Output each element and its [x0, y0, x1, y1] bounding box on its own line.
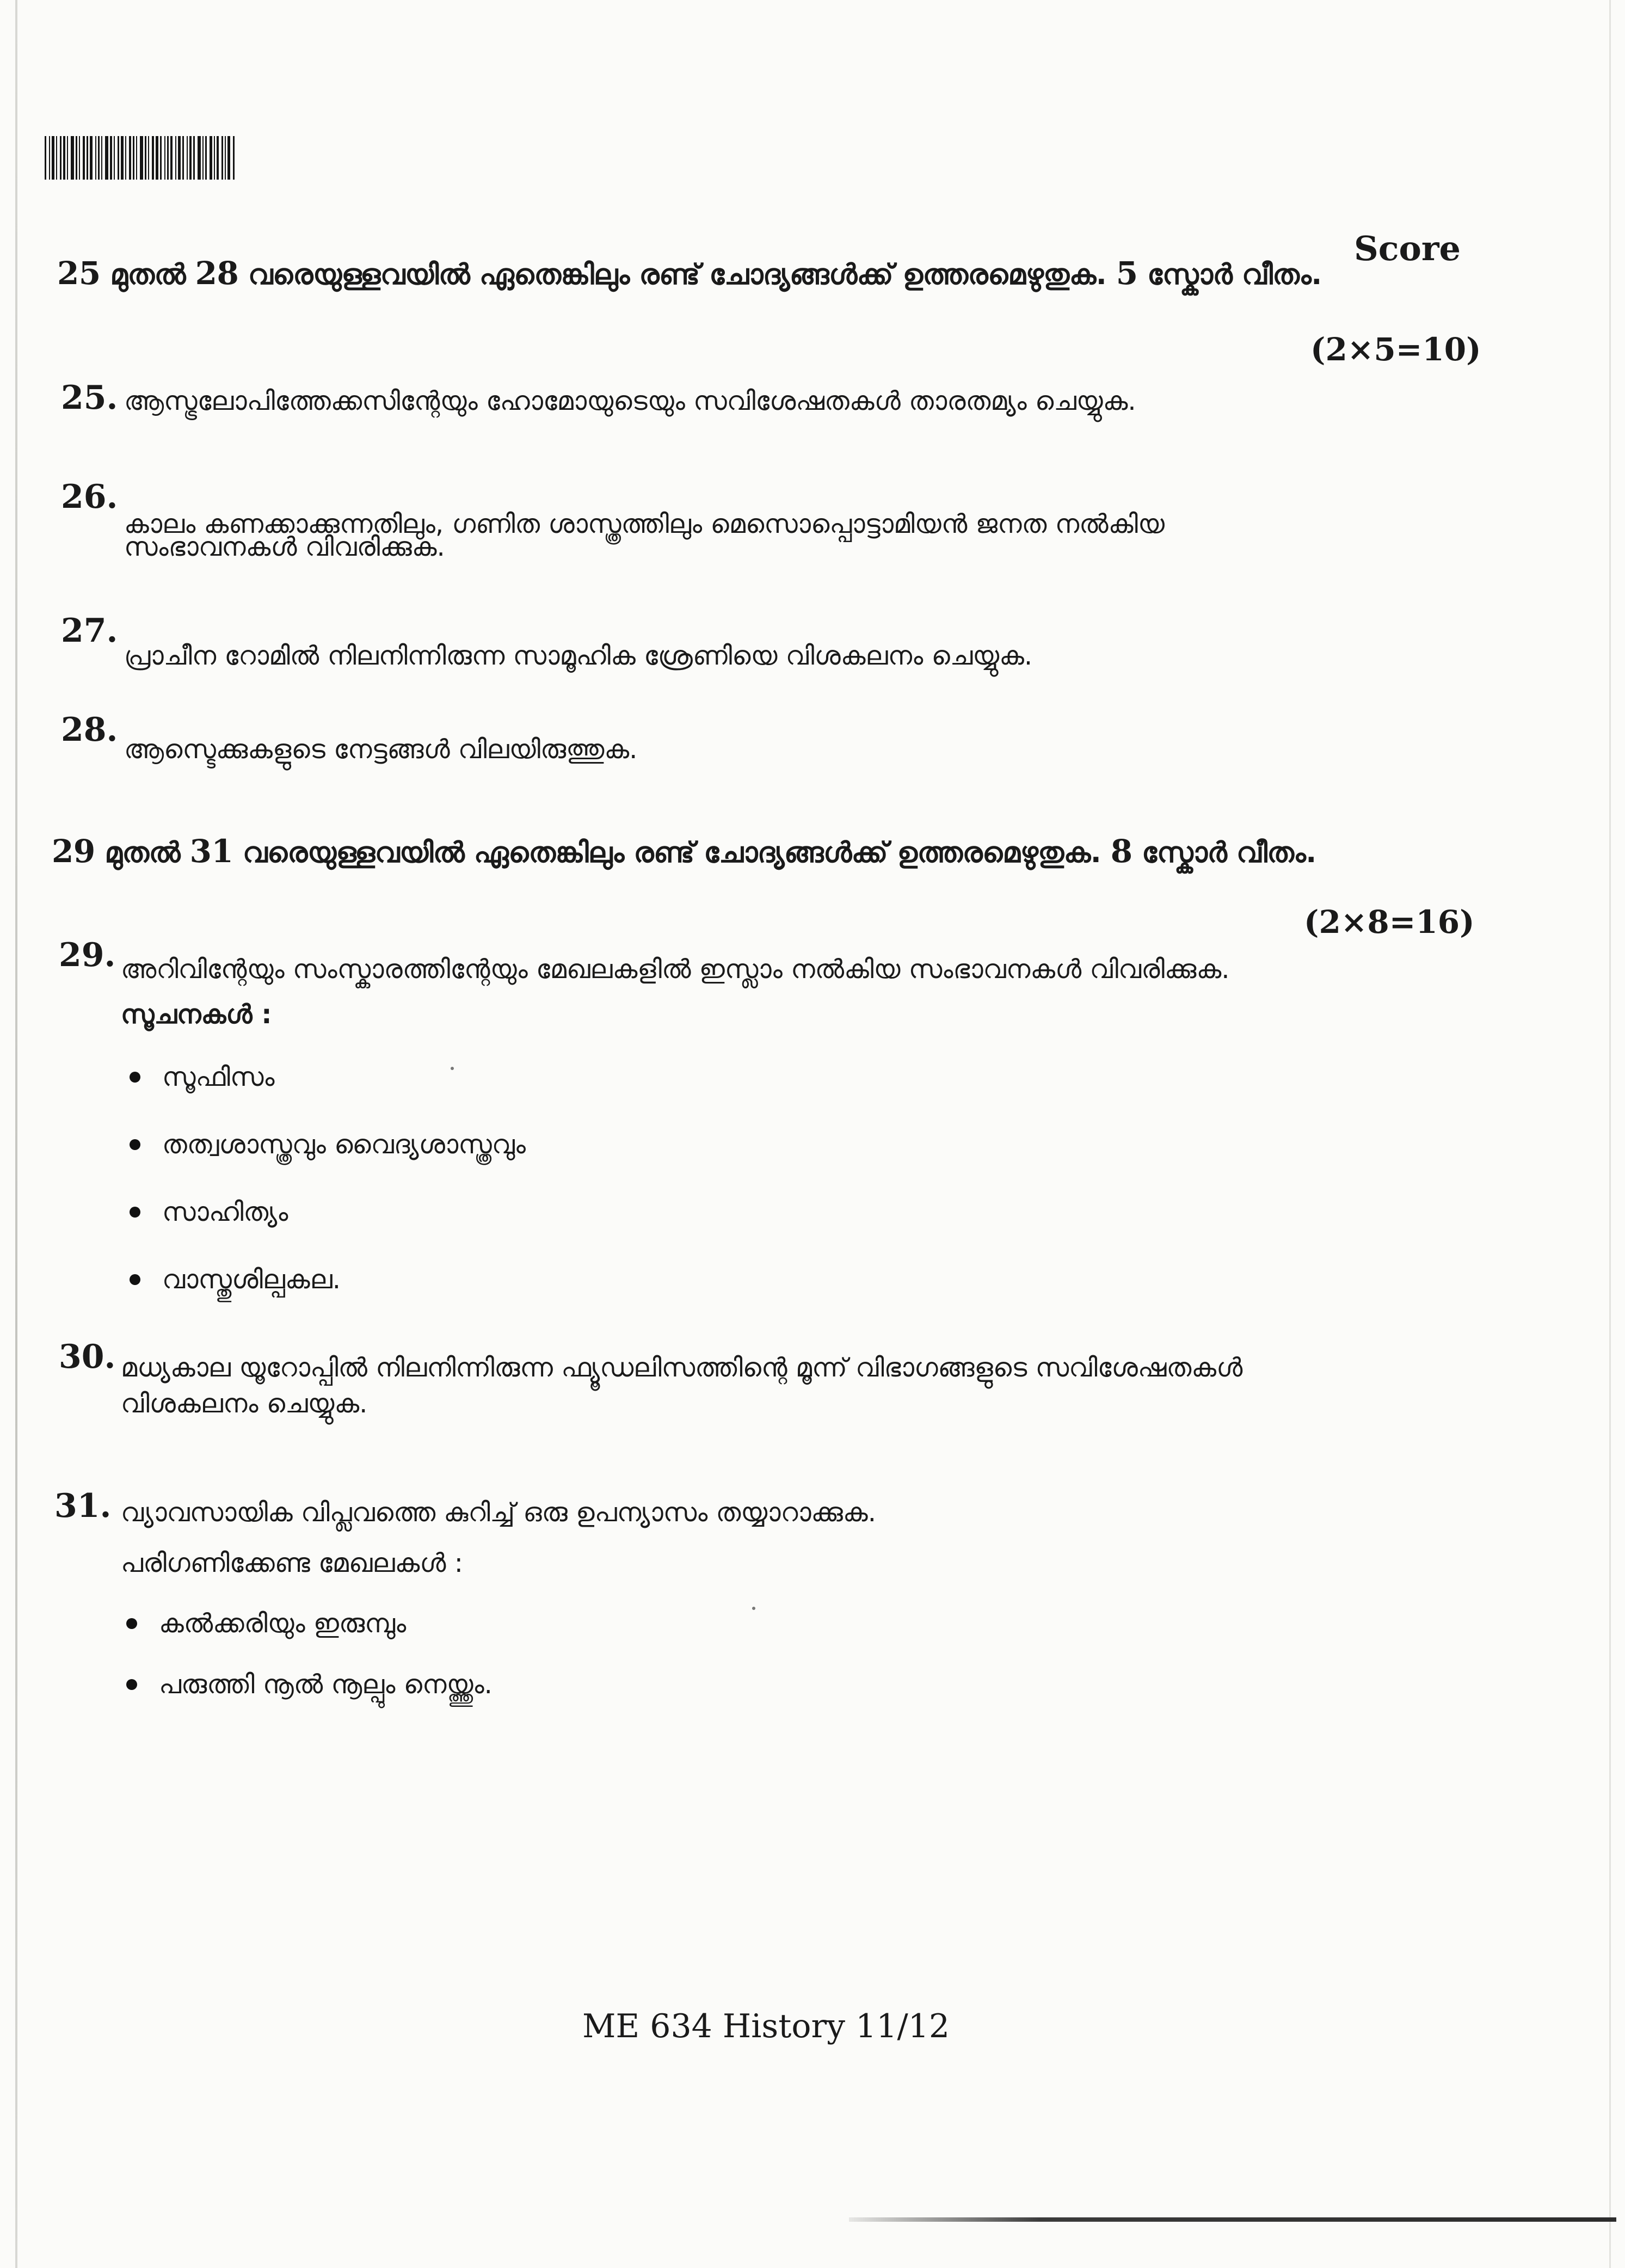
- hint-item: [130, 1194, 526, 1230]
- barcode-bar: [193, 136, 195, 180]
- instruction-score: 8: [1110, 833, 1132, 870]
- question-31-areas-label: പരിഗണിക്കേണ്ട മേഖലകൾ :: [121, 1548, 463, 1578]
- barcode-bar: [95, 136, 96, 180]
- question-30-line-2: വിശകലനം ചെയ്യുക.: [121, 1388, 368, 1419]
- barcode-bar: [214, 136, 215, 180]
- page-footer: ME 634 History 11/12: [582, 2007, 950, 2045]
- barcode-bar: [175, 136, 176, 180]
- barcode-bar: [198, 136, 201, 180]
- scan-speck: [752, 1607, 755, 1610]
- barcode-bar: [71, 136, 74, 180]
- question-31-text: വ്യാവസായിക വിപ്ലവത്തെ കുറിച്ച് ഒരു ഉപന്യാസം തയ്യാറാക്കുക.: [121, 1497, 876, 1528]
- question-26-line-1: കാലം കണക്കാക്കുന്നതിലും, ഗണിത ശാസ്ത്രത്തിലും മെസൊപ്പൊട്ടാമിയൻ ജനത നൽകിയ: [124, 509, 1165, 539]
- barcode-bar: [187, 136, 188, 180]
- question-29-number: 29.: [59, 936, 116, 974]
- barcode-bar: [105, 136, 108, 180]
- question-27-number: 27.: [61, 612, 118, 650]
- hint-text: തത്വശാസ്ത്രവും വൈദ്യശാസ്ത്രവും: [162, 1129, 526, 1160]
- barcode-bar: [56, 136, 57, 180]
- bottom-border-line: [849, 2217, 1616, 2222]
- barcode-bar: [133, 136, 134, 180]
- barcode-bar: [63, 136, 65, 180]
- barcode-bar: [60, 136, 61, 180]
- barcode-bar: [156, 136, 158, 180]
- barcode-bar: [167, 136, 169, 180]
- score-column-label: Score: [1354, 229, 1461, 268]
- barcode-bar: [140, 136, 143, 180]
- section-b-marks: (2×8=16): [1304, 903, 1475, 941]
- barcode-bar: [210, 136, 212, 180]
- question-27-text: പ്രാചീന റോമിൽ നിലനിന്നിരുന്ന സാമൂഹിക ശ്രേണിയെ വിശകലനം ചെയ്യുക.: [124, 641, 1033, 671]
- instruction-body: വരെയുള്ളവയിൽ ഏതെങ്കിലും രണ്ട് ചോദ്യങ്ങൾക്ക് ഉത്തരമെഴുതുക.: [238, 259, 1116, 291]
- barcode-bar: [90, 136, 93, 180]
- instruction-word: മുതൽ: [95, 837, 190, 869]
- barcode-bar: [67, 136, 68, 180]
- question-28-number: 28.: [61, 711, 118, 749]
- instruction-score: 5: [1116, 255, 1138, 292]
- barcode-bar: [148, 136, 149, 180]
- question-26-number: 26.: [61, 478, 118, 516]
- barcode-bar: [233, 136, 235, 180]
- section-a-instruction: [57, 255, 1322, 292]
- barcode-bar: [170, 136, 173, 180]
- instruction-range-end: 28: [195, 255, 239, 292]
- instruction-word: മുതൽ: [100, 259, 195, 291]
- barcode-bar: [110, 136, 112, 180]
- barcode-bar: [225, 136, 226, 180]
- hint-text: സൂഫിസം: [162, 1061, 275, 1092]
- barcode-bar: [205, 136, 207, 180]
- bullet-icon: [130, 1072, 140, 1083]
- bullet-icon: [130, 1139, 140, 1150]
- area-item: [126, 1667, 493, 1702]
- hint-item: [130, 1127, 526, 1163]
- hint-item: [130, 1262, 526, 1298]
- instruction-body: വരെയുള്ളവയിൽ ഏതെങ്കിലും രണ്ട് ചോദ്യങ്ങൾക്ക് ഉത്തരമെഴുതുക.: [233, 837, 1111, 869]
- question-28-text: ആസ്ടെക്കുകളുടെ നേട്ടങ്ങൾ വിലയിരുത്തുക.: [124, 734, 638, 765]
- hint-text: വാസ്തുശില്പകല.: [162, 1264, 341, 1295]
- barcode-bar: [79, 136, 80, 180]
- barcode-bar: [121, 136, 124, 180]
- barcode-bar: [129, 136, 131, 180]
- barcode-bar: [101, 136, 102, 180]
- section-b-instruction: [52, 833, 1316, 870]
- barcode-bar: [136, 136, 137, 180]
- instruction-tail: സ്കോർ വീതം.: [1137, 259, 1322, 291]
- barcode-bar: [227, 136, 230, 180]
- barcode-bar: [83, 136, 85, 180]
- barcode-bar: [221, 136, 223, 180]
- instruction-tail: സ്കോർ വീതം.: [1132, 837, 1316, 869]
- barcode-bar: [217, 136, 219, 180]
- barcode-bar: [76, 136, 77, 180]
- instruction-range-start: 29: [52, 833, 95, 870]
- barcode-bar: [114, 136, 115, 180]
- hint-text: സാഹിത്യം: [162, 1196, 288, 1227]
- section-a-marks: (2×5=10): [1310, 331, 1481, 368]
- bullet-icon: [126, 1679, 137, 1690]
- barcode-bar: [125, 136, 126, 180]
- barcode-image: [45, 136, 251, 180]
- question-31-number: 31.: [54, 1487, 112, 1525]
- barcode-bar: [202, 136, 204, 180]
- page-edge-right: [1609, 0, 1611, 2268]
- bullet-icon: [130, 1207, 140, 1218]
- barcode-bar: [164, 136, 165, 180]
- barcode-bar: [152, 136, 154, 180]
- area-item: [126, 1606, 493, 1642]
- question-29-text: അറിവിന്റേയും സംസ്കാരത്തിന്റേയും മേഖലകളിൽ ഇസ്ലാം നൽകിയ സംഭാവനകൾ വിവരിക്കുക.: [121, 954, 1230, 985]
- question-30-line-1: മധ്യകാല യൂറോപ്പിൽ നിലനിന്നിരുന്ന ഫ്യൂഡലിസത്തിന്റെ മൂന്ന് വിഭാഗങ്ങളുടെ സവിശേഷതകൾ: [121, 1353, 1243, 1383]
- barcode-bar: [189, 136, 192, 180]
- area-text: കൽക്കരിയും ഇരുമ്പും: [159, 1608, 407, 1639]
- instruction-range-end: 31: [189, 833, 233, 870]
- scan-speck: [451, 1067, 454, 1070]
- barcode-bar: [52, 136, 54, 180]
- barcode-bar: [182, 136, 184, 180]
- barcode-bar: [87, 136, 88, 180]
- hint-item: [130, 1059, 526, 1095]
- barcode-bar: [118, 136, 119, 180]
- barcode-bar: [178, 136, 181, 180]
- question-31-areas-list: [126, 1606, 493, 1702]
- barcode-bar: [160, 136, 162, 180]
- barcode-bar: [49, 136, 50, 180]
- barcode-bar: [98, 136, 100, 180]
- instruction-range-start: 25: [57, 255, 101, 292]
- question-29-hints-list: [130, 1059, 526, 1298]
- question-30-number: 30.: [59, 1338, 116, 1376]
- barcode-bar: [145, 136, 146, 180]
- question-25-text: ആസ്ട്രലോപിത്തേക്കസിന്റേയും ഹോമോയുടെയും സവിശേഷതകൾ താരതമ്യം ചെയ്യുക.: [124, 386, 1136, 416]
- question-29-hints-label: സൂചനകൾ :: [121, 999, 272, 1030]
- bullet-icon: [126, 1618, 137, 1629]
- barcode-bar: [45, 136, 46, 180]
- area-text: പരുത്തി നൂൽ നൂല്പും നെയ്ത്തും.: [159, 1669, 493, 1700]
- bullet-icon: [130, 1274, 140, 1285]
- question-26-line-2: സംഭാവനകൾ വിവരിക്കുക.: [124, 532, 445, 562]
- question-25-number: 25.: [61, 379, 118, 417]
- page-edge-left: [15, 0, 17, 2268]
